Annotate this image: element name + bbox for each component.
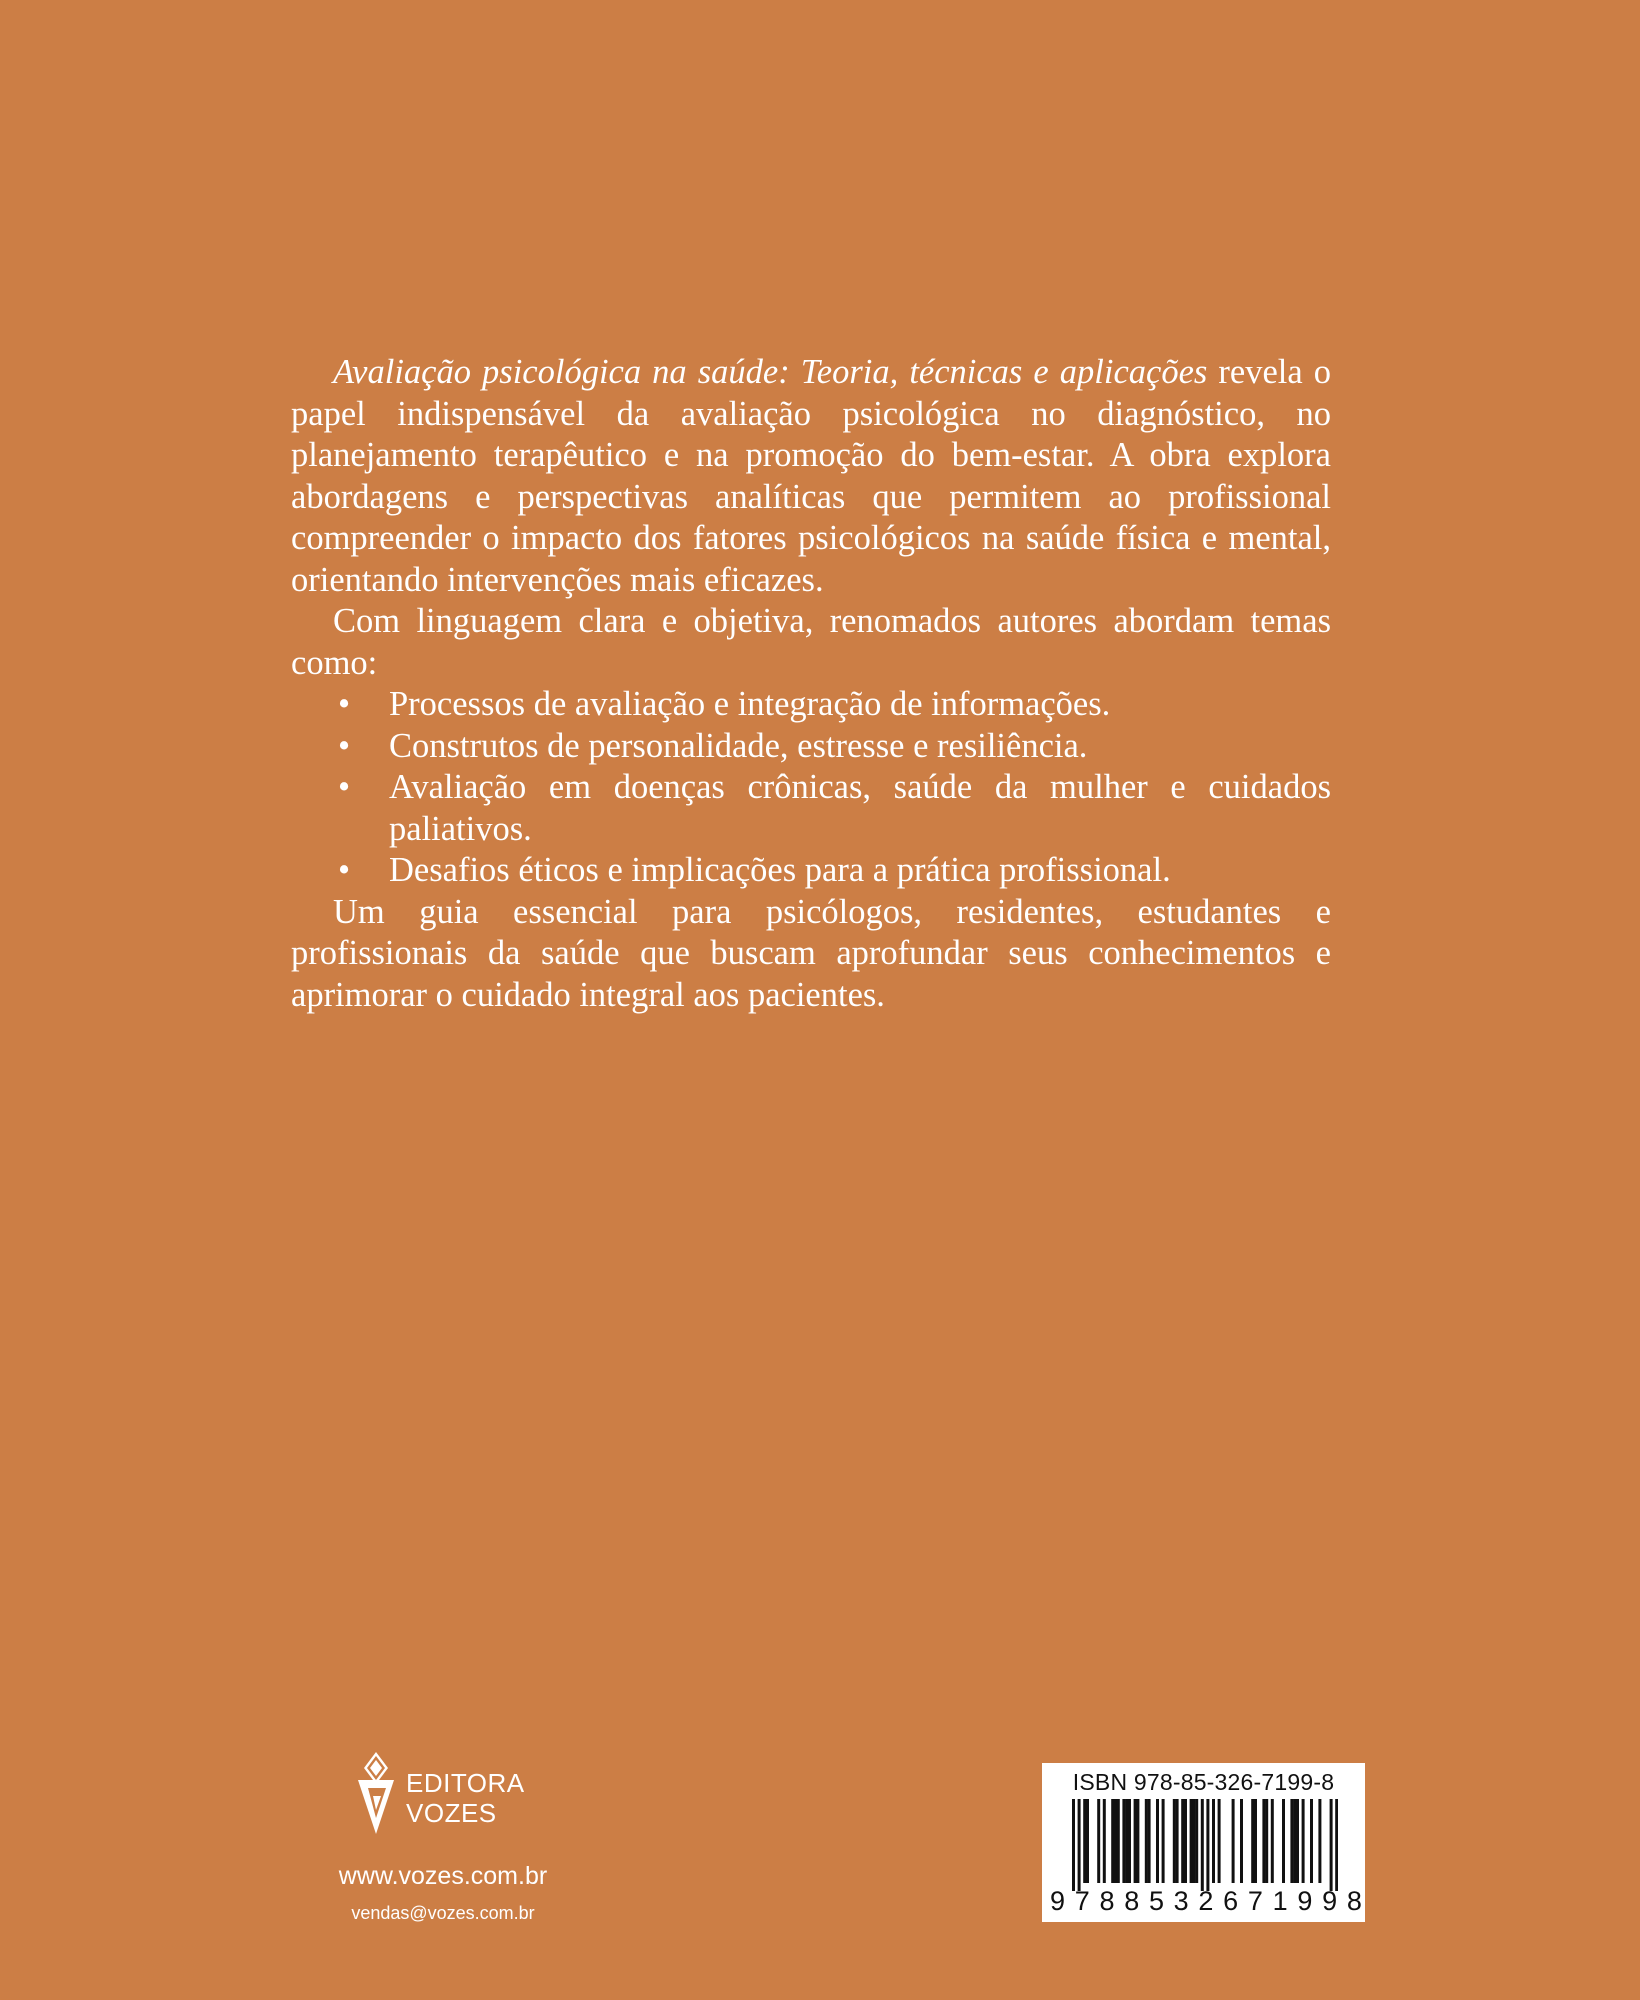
barcode-bar	[1218, 1799, 1221, 1883]
barcode-bar	[1262, 1799, 1265, 1883]
barcode-bar	[1190, 1799, 1193, 1883]
barcode-bar	[1117, 1799, 1120, 1883]
barcode-bar	[1330, 1799, 1333, 1891]
publisher-line2: VOZES	[406, 1798, 497, 1828]
topic-text: Desafios éticos e implicações para a prática profissional.	[389, 851, 1171, 889]
publisher-email: vendas@vozes.com.br	[351, 1903, 535, 1923]
barcode-bar	[1181, 1799, 1184, 1883]
barcode-digit: 8	[1124, 1886, 1140, 1916]
barcode-bar	[1212, 1799, 1215, 1883]
barcode-bar	[1125, 1799, 1128, 1883]
barcode-bar	[1290, 1799, 1293, 1883]
barcode-bar	[1195, 1799, 1198, 1883]
barcode-bar	[1086, 1799, 1089, 1883]
list-item	[291, 850, 1331, 892]
barcode-digit: 1	[1272, 1886, 1288, 1916]
barcode-bar	[1103, 1799, 1106, 1883]
barcode-bar	[1083, 1799, 1086, 1883]
barcode-bar	[1296, 1799, 1299, 1883]
barcode-bar	[1156, 1799, 1159, 1883]
barcode-bar	[1145, 1799, 1148, 1883]
barcode-bar	[1136, 1799, 1139, 1883]
barcode-bar	[1251, 1799, 1254, 1883]
intro-paragraph	[291, 352, 1331, 601]
barcode-bar	[1128, 1799, 1131, 1883]
bullet-icon: •	[338, 726, 351, 765]
topic-text: Construtos de personalidade, estresse e resiliência.	[389, 726, 1088, 765]
barcode-digit: 8	[1099, 1886, 1115, 1916]
barcode-bar	[1072, 1799, 1075, 1891]
barcode-bar	[1173, 1799, 1176, 1883]
barcode-bar	[1282, 1799, 1285, 1883]
publisher-website: www.vozes.com.br	[338, 1862, 548, 1890]
publisher-line1: EDITORA	[406, 1768, 525, 1798]
barcode-bar	[1254, 1799, 1257, 1883]
barcode-bar	[1206, 1799, 1209, 1891]
barcode-digit: 2	[1198, 1886, 1214, 1916]
barcode-bar	[1134, 1799, 1137, 1883]
closing-paragraph: Um guia essencial para psicólogos, residentes, estudantes e profissionais da saúde que buscam aprofundar seus conhecimentos e aprimorar o cuidado integral aos pacientes.	[291, 892, 1331, 1014]
barcode-bar	[1078, 1799, 1081, 1891]
barcode-digit: 7	[1247, 1886, 1263, 1916]
barcode-bar	[1192, 1799, 1195, 1883]
barcode-bar	[1184, 1799, 1187, 1883]
barcode-bar	[1318, 1799, 1321, 1883]
barcode-bar	[1162, 1799, 1165, 1883]
barcode-digit: 9	[1322, 1886, 1338, 1916]
barcode-digits	[1050, 1886, 1362, 1917]
bullet-icon: •	[338, 851, 351, 889]
bullet-icon: •	[338, 685, 351, 723]
barcode-bar	[1240, 1799, 1243, 1883]
barcode-bar	[1111, 1799, 1114, 1883]
topic-text: Avaliação em doenças crônicas, saúde da mulher e cuidados paliativos.	[389, 768, 1331, 848]
isbn-label: ISBN 978-85-326-7199-8	[1072, 1769, 1335, 1795]
publisher-logo	[354, 1750, 554, 1840]
barcode-digit: 9	[1297, 1886, 1313, 1916]
barcode-bar	[1232, 1799, 1235, 1883]
back-cover-blurb	[291, 352, 1331, 1016]
list-item	[291, 767, 1331, 850]
topics-list	[291, 684, 1331, 892]
barcode-bar	[1097, 1799, 1100, 1883]
topic-text: Processos de avaliação e integração de informações.	[389, 685, 1111, 723]
book-title: Avaliação psicológica na saúde: Teoria, técnicas e aplicações	[333, 353, 1208, 391]
barcode-digit: 5	[1148, 1886, 1164, 1916]
barcode-bar	[1271, 1799, 1274, 1883]
publisher-name	[406, 1768, 525, 1828]
intro-text: revela o papel indispensável da avaliação psicológica no diagnóstico, no planejamento terapêutico e na promoção do bem-estar. A obra explora abordagens e perspectivas analíticas que permitem ao profissional compreender o impacto dos fatores psicológicos na saúde física e mental, orientando intervenções mais eficazes.	[291, 353, 1331, 599]
barcode-bar	[1265, 1799, 1268, 1883]
bullet-icon: •	[338, 768, 351, 806]
topics-intro: Com linguagem clara e objetiva, renomados autores abordam temas como:	[291, 602, 1331, 682]
barcode-icon	[1072, 1799, 1338, 1891]
barcode-digit: 9	[1050, 1886, 1066, 1916]
barcode-bar	[1201, 1799, 1204, 1891]
barcode-digit: 3	[1173, 1886, 1189, 1916]
isbn-barcode-block	[1042, 1763, 1365, 1922]
list-item	[291, 726, 1331, 768]
list-item	[291, 684, 1331, 726]
barcode-bar	[1310, 1799, 1313, 1883]
barcode-bar	[1148, 1799, 1151, 1883]
barcode-bar	[1114, 1799, 1117, 1883]
barcode-digit: 8	[1346, 1886, 1362, 1916]
vozes-emblem-icon	[354, 1750, 404, 1836]
barcode-digit: 7	[1074, 1886, 1090, 1916]
barcode-digit: 6	[1223, 1886, 1239, 1916]
barcode-bar	[1302, 1799, 1305, 1883]
barcode-bar	[1176, 1799, 1179, 1883]
barcode-bar	[1335, 1799, 1338, 1891]
barcode-bar	[1293, 1799, 1296, 1883]
barcode-bar	[1122, 1799, 1125, 1883]
